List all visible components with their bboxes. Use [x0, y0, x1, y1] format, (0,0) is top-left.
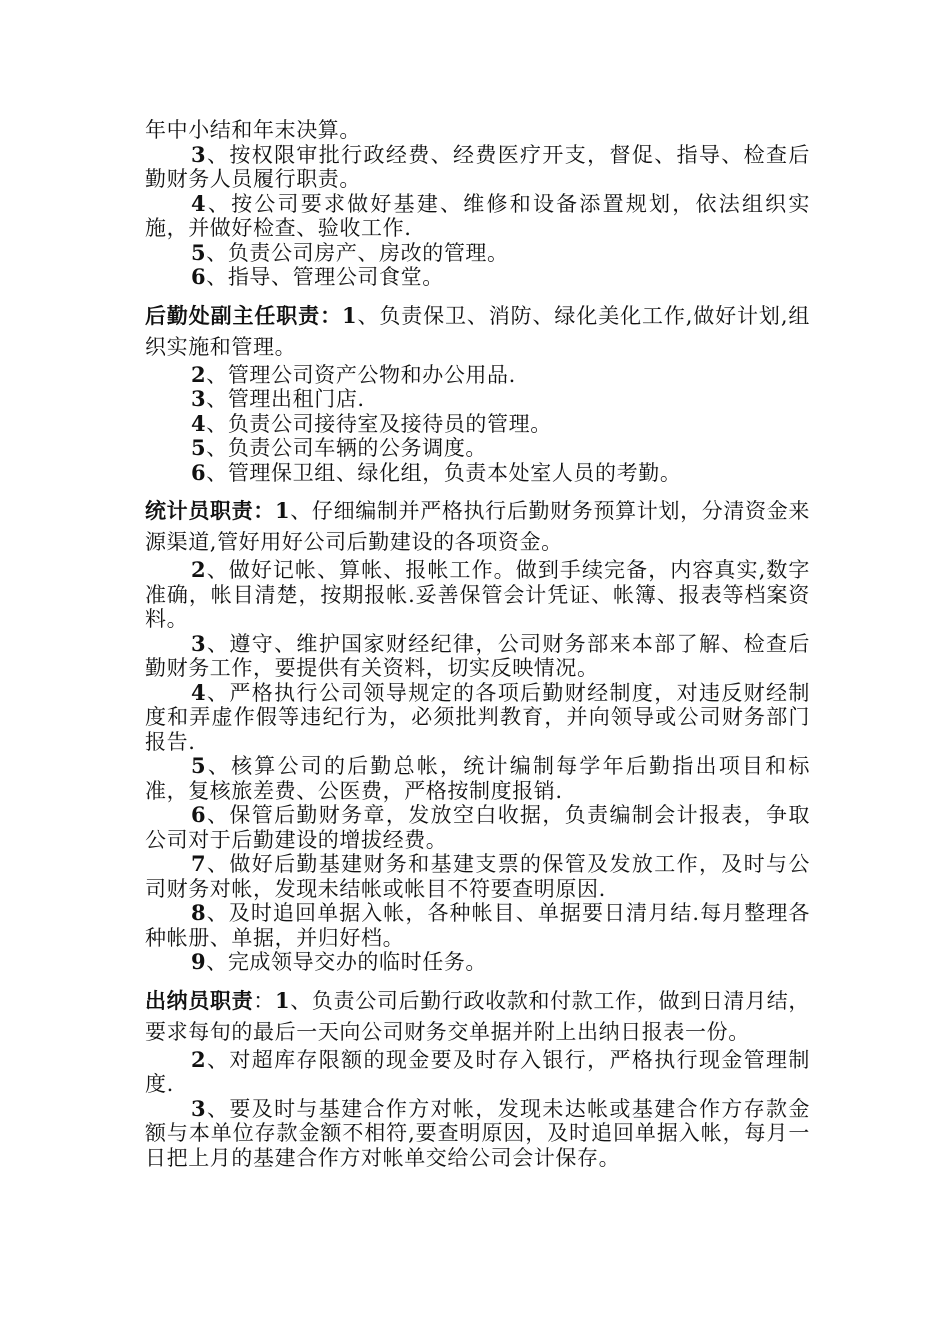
list-item — [145, 754, 810, 803]
list-item — [145, 1097, 810, 1171]
item-text: 、管理保卫组、绿化组，负责本处室人员的考勤。 — [206, 460, 682, 485]
list-item — [145, 1048, 810, 1097]
item-number: 6 — [191, 802, 207, 827]
list-item — [145, 803, 810, 852]
item-number: 2 — [191, 557, 207, 582]
item-number: 4 — [191, 410, 207, 436]
item-number: 3 — [191, 386, 207, 411]
item-text: 、及时追回单据入帐，各种帐目、单据要日清月结.每月整理各种帐册、单据，并归好档。 — [145, 901, 810, 950]
section-heading: 出纳员职责 — [145, 988, 254, 1013]
section-first-paragraph — [145, 985, 810, 1048]
list-item — [145, 461, 810, 486]
cashier-section — [145, 985, 810, 1171]
director-duties-list — [145, 143, 810, 290]
item-number: 3 — [191, 1095, 207, 1121]
item-text: 、做好记帐、算帐、报帐工作。做到手续完备，内容真实,数字准确，帐目清楚，按期报帐.妥善保管会计凭证、帐簿、报表等档案资料。 — [145, 558, 810, 631]
item-text: 、严格执行公司领导规定的各项后勤财经制度，对违反财经制度和弄虚作假等违纪行为，必须批判教育，并向领导或公司财务部门报告. — [145, 680, 810, 754]
list-item — [145, 265, 810, 290]
item-number: 6 — [191, 459, 207, 485]
item-number: 1 — [274, 498, 291, 523]
list-item — [145, 632, 810, 681]
item-text: 、要及时与基建合作方对帐，发现未达帐或基建合作方存款金额与本单位存款金额不相符,要查明原因，及时追回单据入帐，每月一日把上月的基建合作方对帐单交给公司会计保存。 — [145, 1096, 810, 1170]
list-item — [145, 241, 810, 266]
deputy-director-section — [145, 300, 810, 486]
item-number: 8 — [191, 900, 207, 925]
item-text: 、保管后勤财务章，发放空白收据，负责编制会计报表，争取公司对于后勤建设的增拔经费。 — [145, 803, 810, 852]
section-heading: 后勤处副主任职责 — [145, 303, 321, 328]
list-item — [145, 681, 810, 755]
item-text: 、遵守、维护国家财经纪律，公司财务部来本部了解、检查后勤财务工作，要提供有关资料，切实反映情况。 — [145, 631, 810, 680]
item-number: 7 — [191, 851, 207, 876]
list-item — [145, 901, 810, 950]
item-text: 、负责公司房产、房改的管理。 — [206, 240, 509, 265]
section-first-paragraph — [145, 495, 810, 558]
item-number: 2 — [191, 361, 207, 387]
item-number: 3 — [191, 141, 207, 167]
item-text: 、做好后勤基建财务和基建支票的保管及发放工作，及时与公司财务对帐，发现未结帐或帐目不符要查明原因. — [145, 852, 810, 901]
heading-colon: ： — [320, 303, 342, 328]
item-number: 2 — [191, 1046, 207, 1072]
list-item — [145, 950, 810, 975]
item-text: 、负责公司后勤行政收款和付款工作，做到日清月结，要求每旬的最后一天向公司财务交单据并附上出纳日报表一份。 — [145, 988, 810, 1044]
section-first-paragraph — [145, 300, 810, 363]
item-number: 3 — [191, 630, 207, 656]
list-item — [145, 558, 810, 632]
item-text: 、负责公司车辆的公务调度。 — [206, 436, 488, 460]
continuation-text: 年中小结和年末决算。 — [145, 118, 361, 142]
item-text: 、负责保卫、消防、绿化美化工作,做好计划,组织实施和管理。 — [145, 303, 810, 359]
item-number: 1 — [274, 987, 291, 1013]
heading-colon: ： — [253, 499, 275, 523]
item-number: 4 — [191, 679, 207, 705]
list-item — [145, 363, 810, 388]
item-number: 6 — [191, 264, 207, 289]
item-text: 、按公司要求做好基建、维修和设备添置规划，依法组织实施，并做好检查、验收工作. — [145, 191, 810, 240]
item-number: 5 — [191, 753, 207, 778]
item-text: 、核算公司的后勤总帐，统计编制每学年后勤指出项目和标准，复核旅差费、公医费，严格按制度报销. — [145, 754, 810, 803]
section-heading: 统计员职责 — [145, 499, 254, 523]
document-page — [145, 118, 810, 1170]
item-text: 、按权限审批行政经费、经费医疗开支，督促、指导、检查后勤财务人员履行职责。 — [145, 142, 810, 191]
item-number: 1 — [341, 302, 358, 328]
list-item — [145, 387, 810, 412]
item-text: 、仔细编制并严格执行后勤财务预算计划，分清资金来源渠道,管好用好公司后勤建设的各项资金。 — [145, 499, 810, 554]
item-text: 、负责公司接待室及接待员的管理。 — [206, 411, 552, 436]
item-text: 、管理公司资产公物和办公用品. — [206, 362, 516, 387]
item-text: 、指导、管理公司食堂。 — [206, 265, 444, 289]
item-number: 5 — [191, 435, 207, 460]
list-item — [145, 143, 810, 192]
item-text: 、管理出租门店. — [206, 387, 365, 411]
list-item — [145, 192, 810, 241]
statistician-section — [145, 495, 810, 975]
list-item — [145, 852, 810, 901]
list-item — [145, 412, 810, 437]
item-number: 4 — [191, 190, 207, 216]
item-text: 、对超库存限额的现金要及时存入银行，严格执行现金管理制度. — [145, 1047, 810, 1096]
item-number: 9 — [191, 949, 207, 974]
item-number: 5 — [191, 239, 207, 265]
list-item — [145, 436, 810, 461]
heading-colon: ： — [253, 988, 275, 1013]
item-text: 、完成领导交办的临时任务。 — [206, 950, 488, 974]
